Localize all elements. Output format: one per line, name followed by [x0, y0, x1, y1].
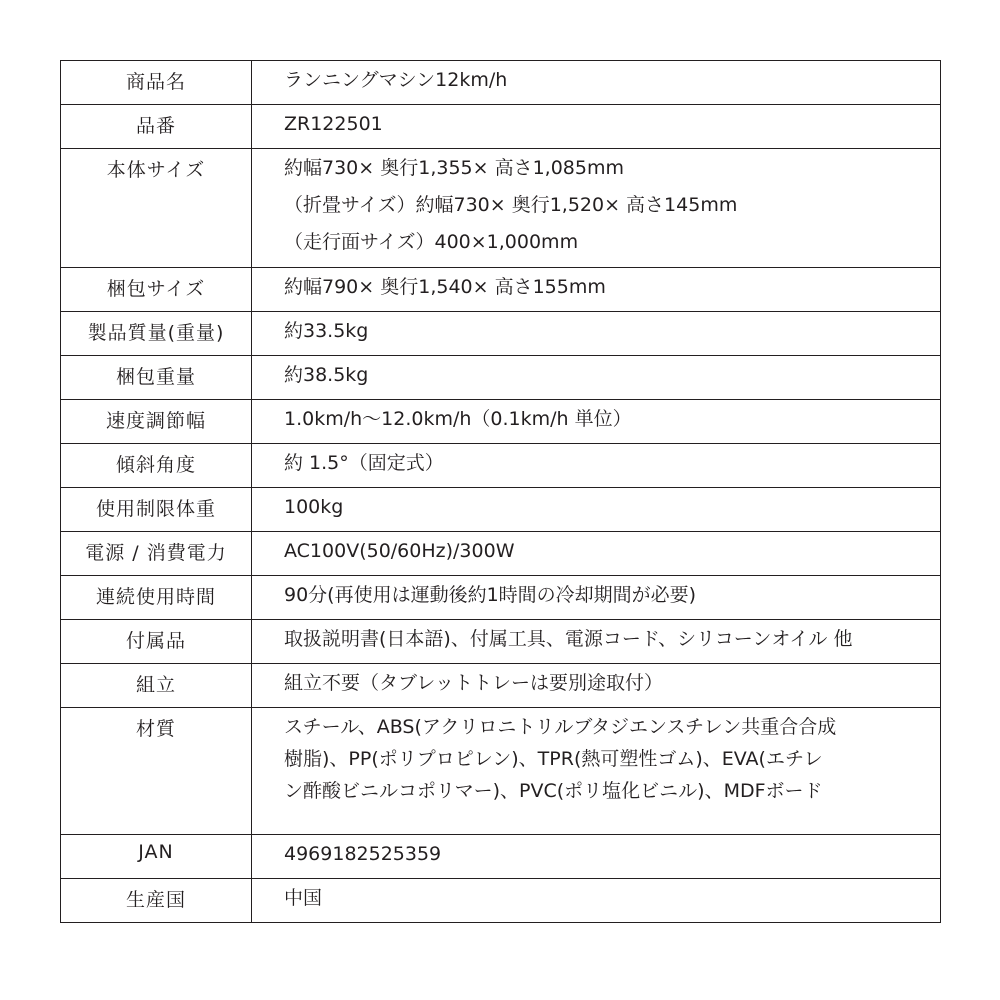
- spec-value: 約幅790× 奥行1,540× 高さ155mm: [252, 268, 941, 312]
- spec-label: 生産国: [61, 879, 252, 923]
- spec-row-incline: [61, 444, 941, 488]
- spec-value: 中国: [252, 879, 941, 923]
- spec-row-model-number: [61, 105, 941, 149]
- spec-label: 本体サイズ: [61, 149, 252, 268]
- spec-row-country-of-origin: [61, 879, 941, 923]
- spec-label: 傾斜角度: [61, 444, 252, 488]
- spec-table: [60, 60, 941, 923]
- spec-value: 4969182525359: [252, 835, 941, 879]
- spec-row-continuous-use: [61, 576, 941, 620]
- spec-value: 1.0km/h～12.0km/h（0.1km/h 単位）: [252, 400, 941, 444]
- spec-value: ランニングマシン12km/h: [252, 61, 941, 105]
- spec-value: 組立不要（タブレットトレーは要別途取付）: [252, 664, 941, 708]
- spec-label: 電源 / 消費電力: [61, 532, 252, 576]
- spec-value: ZR122501: [252, 105, 941, 149]
- spec-value: 100kg: [252, 488, 941, 532]
- spec-row-power: [61, 532, 941, 576]
- spec-row-accessories: [61, 620, 941, 664]
- spec-label: JAN: [61, 835, 252, 879]
- spec-row-product-name: [61, 61, 941, 105]
- spec-label: 梱包重量: [61, 356, 252, 400]
- spec-value: スチール、ABS(アクリロニトリルブタジエンスチレン共重合合成 樹脂)、PP(ポリプロピレン)、TPR(熱可塑性ゴム)、EVA(エチレ ン酢酸ビニルコポリマー)、PVC(ポリ塩化ビニル)、MDFボード: [252, 708, 941, 835]
- spec-label: 材質: [61, 708, 252, 835]
- spec-label: 組立: [61, 664, 252, 708]
- spec-row-package-weight: [61, 356, 941, 400]
- spec-row-body-size: [61, 149, 941, 268]
- spec-label: 速度調節幅: [61, 400, 252, 444]
- spec-value: 約 1.5°（固定式）: [252, 444, 941, 488]
- spec-value: 取扱説明書(日本語)、付属工具、電源コード、シリコーンオイル 他: [252, 620, 941, 664]
- spec-row-jan: [61, 835, 941, 879]
- spec-value: AC100V(50/60Hz)/300W: [252, 532, 941, 576]
- spec-label: 品番: [61, 105, 252, 149]
- spec-value: 約幅730× 奥行1,355× 高さ1,085mm （折畳サイズ）約幅730× 奥行1,520× 高さ145mm （走行面サイズ）400×1,000mm: [252, 149, 941, 268]
- spec-label: 付属品: [61, 620, 252, 664]
- spec-row-package-size: [61, 268, 941, 312]
- spec-value: 約38.5kg: [252, 356, 941, 400]
- spec-row-materials: [61, 708, 941, 835]
- spec-label: 商品名: [61, 61, 252, 105]
- spec-value: 90分(再使用は運動後約1時間の冷却期間が必要): [252, 576, 941, 620]
- spec-label: 製品質量(重量): [61, 312, 252, 356]
- spec-label: 使用制限体重: [61, 488, 252, 532]
- spec-row-assembly: [61, 664, 941, 708]
- spec-row-max-user-weight: [61, 488, 941, 532]
- spec-label: 連続使用時間: [61, 576, 252, 620]
- spec-row-product-weight: [61, 312, 941, 356]
- spec-value: 約33.5kg: [252, 312, 941, 356]
- spec-label: 梱包サイズ: [61, 268, 252, 312]
- spec-row-speed-range: [61, 400, 941, 444]
